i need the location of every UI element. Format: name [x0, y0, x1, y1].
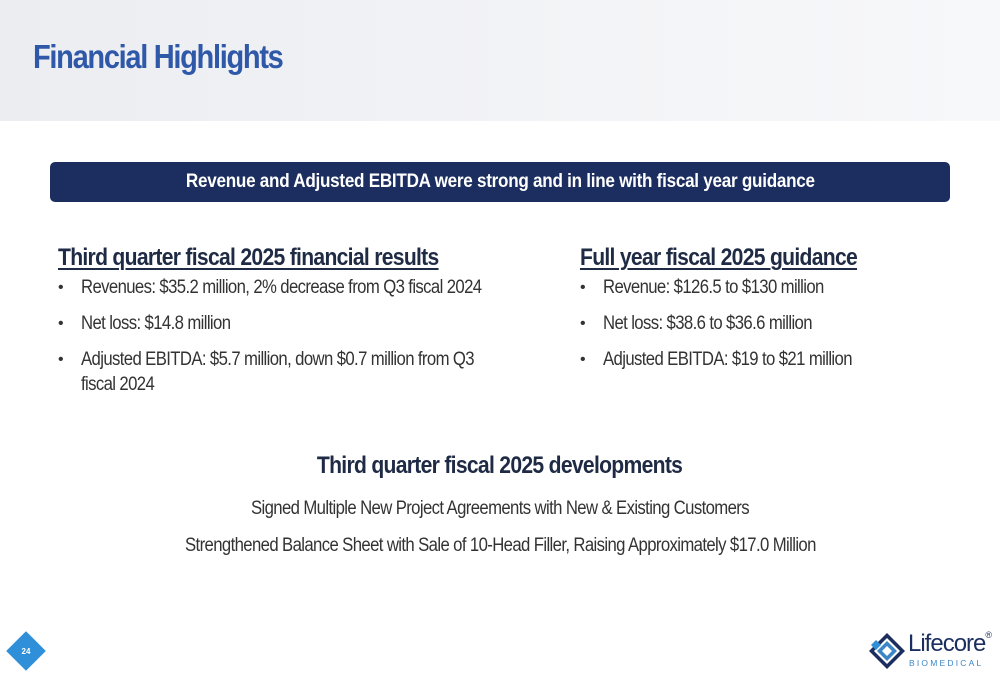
list-item-text: Net loss: $38.6 to $36.6 million	[603, 313, 812, 334]
logo-subtitle: BIOMEDICAL	[909, 658, 984, 668]
q3-results-list	[58, 275, 528, 397]
bullet-icon: •	[58, 351, 63, 368]
list-item-text: Adjusted EBITDA: $5.7 million, down $0.7 million from Q3 fiscal 2024	[81, 349, 474, 395]
fy-guidance-list	[580, 275, 960, 372]
bullet-icon: •	[58, 315, 63, 332]
list-item	[58, 311, 528, 336]
bullet-icon: •	[58, 279, 63, 296]
fy-guidance-section	[580, 243, 960, 383]
header-band	[0, 0, 1000, 121]
list-item	[580, 347, 960, 372]
company-logo	[868, 630, 990, 672]
page-title: Financial Highlights	[33, 38, 283, 75]
list-item	[58, 275, 528, 300]
list-item	[58, 347, 528, 397]
list-item-text: Net loss: $14.8 million	[81, 313, 231, 334]
list-item	[580, 275, 960, 300]
logo-registered-mark: ®	[985, 630, 992, 640]
q3-results-section	[58, 243, 528, 408]
development-item-text: Signed Multiple New Project Agreements with New & Existing Customers	[250, 498, 750, 519]
banner-text: Revenue and Adjusted EBITDA were strong and in line with fiscal year guidance	[185, 171, 815, 192]
development-item-text: Strengthened Balance Sheet with Sale of 10-Head Filler, Raising Approximately $17.0 Million	[184, 535, 816, 556]
list-item-text: Adjusted EBITDA: $19 to $21 million	[603, 349, 852, 370]
bullet-icon: •	[580, 351, 585, 368]
bullet-icon: •	[580, 315, 585, 332]
logo-name: Lifecore	[908, 630, 986, 657]
logo-wordmark	[908, 630, 991, 658]
summary-banner	[50, 162, 950, 202]
development-item	[0, 535, 1000, 557]
list-item-text: Revenues: $35.2 million, 2% decrease from Q3 fiscal 2024	[81, 277, 482, 298]
list-item	[580, 311, 960, 336]
lifecore-diamond-logo-icon	[868, 632, 906, 670]
developments-heading	[0, 452, 1000, 480]
list-item-text: Revenue: $126.5 to $130 million	[603, 277, 824, 298]
fy-guidance-heading: Full year fiscal 2025 guidance	[580, 244, 858, 271]
development-item	[0, 498, 1000, 520]
page-number: 24	[21, 646, 31, 656]
q3-results-heading: Third quarter fiscal 2025 financial results	[58, 244, 439, 271]
developments-heading-text: Third quarter fiscal 2025 developments	[317, 452, 683, 479]
bullet-icon: •	[580, 279, 585, 296]
